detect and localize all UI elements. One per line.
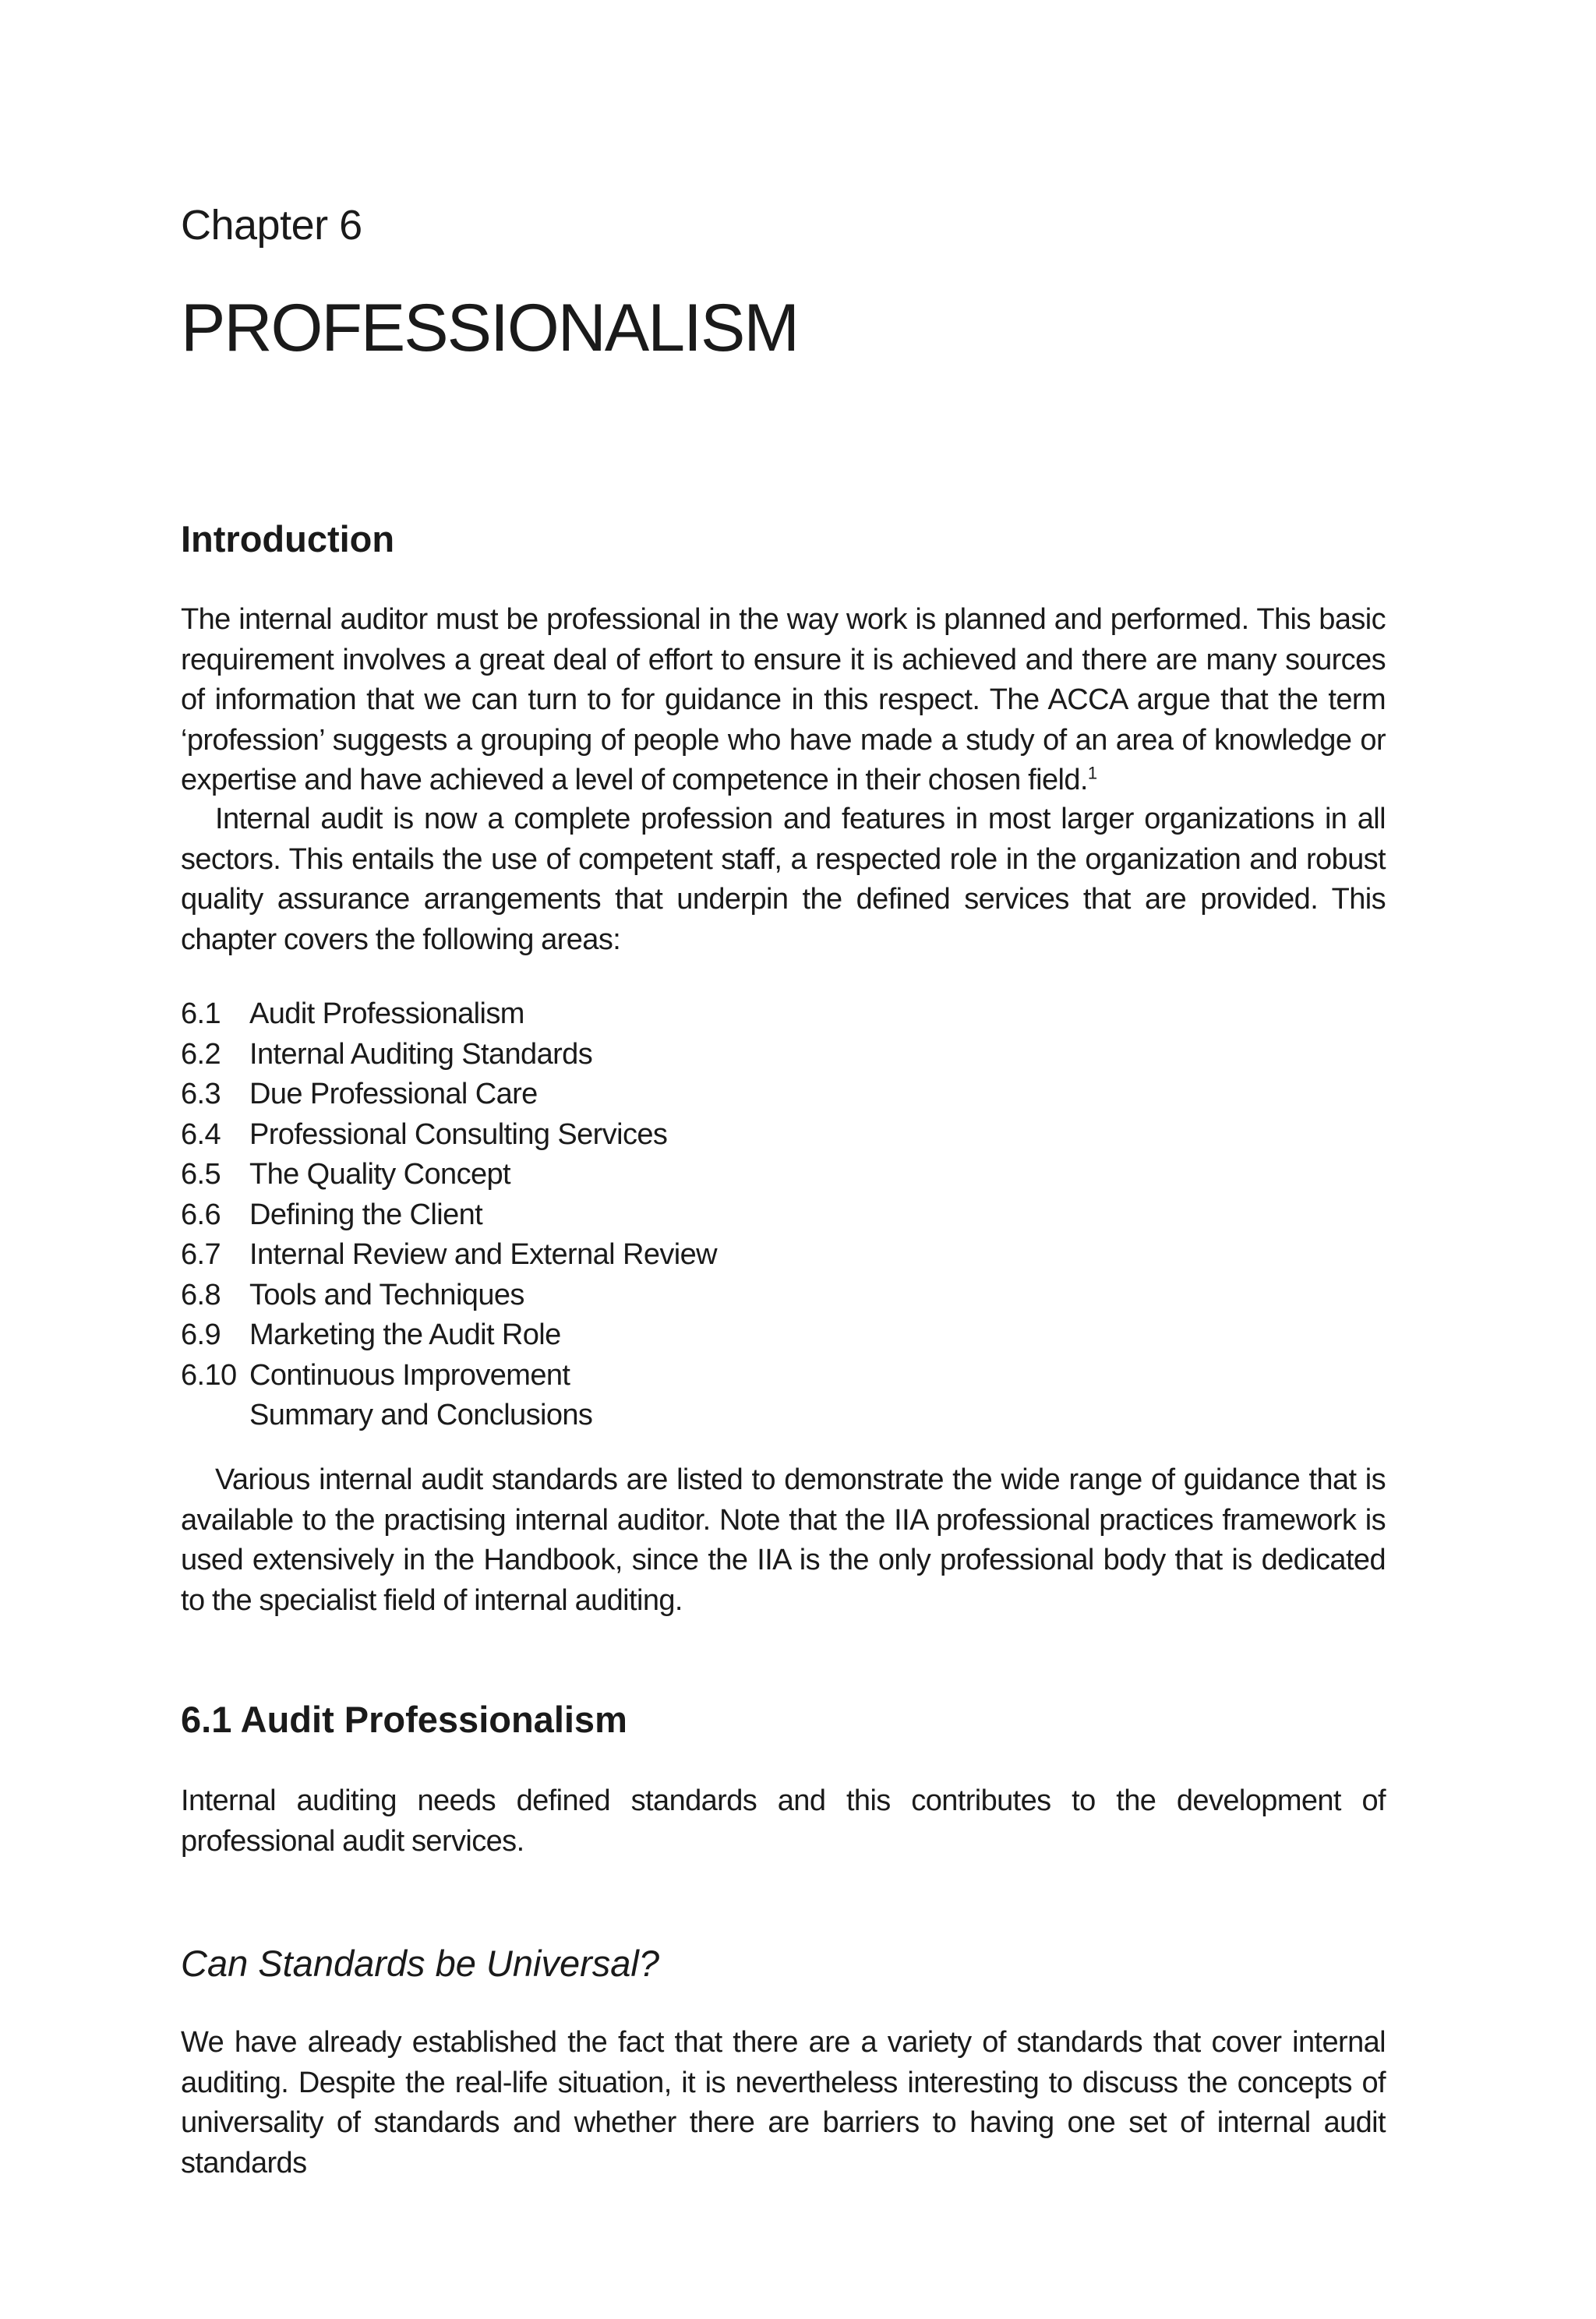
contents-item-label: Tools and Techniques — [249, 1278, 524, 1311]
subsection-heading: Can Standards be Universal? — [181, 1943, 659, 1984]
footnote-marker: 1 — [1087, 763, 1097, 783]
contents-item-label: Marketing the Audit Role — [249, 1318, 561, 1351]
contents-item-label: Audit Professionalism — [249, 997, 524, 1030]
contents-item — [181, 1035, 717, 1075]
subsection-paragraph: We have already established the fact that there are a variety of standards that cover internal auditing. Despite the real-life situation, it is nevertheless interesting to discuss the concepts of universality of standards and whether there are barriers to having one set of internal audit standards — [181, 2026, 1386, 2180]
contents-item — [181, 1315, 717, 1356]
contents-item — [181, 1195, 717, 1236]
introduction-paragraph-2: Internal audit is now a complete profession and features in most larger organizations in all sectors. This entails the use of competent staff, a respected role in the organization and robust quality assurance arrangements that underpin the defined services that are provided. This chapter covers the following areas: — [181, 803, 1386, 956]
contents-item — [181, 1075, 717, 1115]
contents-item-number: 6.7 — [181, 1238, 221, 1271]
contents-item-label: Continuous Improvement — [249, 1358, 570, 1392]
chapter-contents-list — [181, 994, 717, 1436]
contents-item-number: 6.6 — [181, 1198, 221, 1231]
contents-item — [181, 1115, 717, 1156]
contents-item-number: 6.8 — [181, 1278, 221, 1311]
contents-item-label: Defining the Client — [249, 1198, 483, 1231]
contents-item-label: Due Professional Care — [249, 1078, 538, 1110]
chapter-label: Chapter 6 — [181, 202, 362, 249]
section-6-1-heading: 6.1 Audit Professionalism — [181, 1699, 627, 1740]
contents-item-label: The Quality Concept — [249, 1158, 510, 1191]
contents-item-number: 6.10 — [181, 1358, 237, 1392]
contents-item-number: 6.9 — [181, 1318, 221, 1351]
contents-item — [181, 1356, 717, 1396]
contents-item-label: Summary and Conclusions — [249, 1399, 593, 1431]
contents-item — [181, 1396, 717, 1436]
contents-item-number: 6.1 — [181, 997, 221, 1030]
document-page — [181, 0, 1386, 2319]
chapter-title: PROFESSIONALISM — [181, 291, 798, 365]
contents-item — [181, 1235, 717, 1276]
contents-item-label: Internal Auditing Standards — [249, 1037, 593, 1071]
contents-item-number — [181, 1396, 249, 1436]
contents-item — [181, 1155, 717, 1195]
introduction-paragraph-1 — [181, 600, 1386, 801]
section-6-1-paragraph: Internal auditing needs defined standards and this contributes to the development of professional audit services. — [181, 1784, 1386, 1858]
contents-item-number: 6.2 — [181, 1037, 221, 1071]
contents-item-label: Internal Review and External Review — [249, 1238, 717, 1271]
contents-item-number: 6.4 — [181, 1117, 221, 1151]
introduction-heading: Introduction — [181, 518, 395, 559]
contents-item-number: 6.5 — [181, 1158, 221, 1191]
contents-item — [181, 1276, 717, 1316]
contents-item — [181, 994, 717, 1035]
introduction-paragraph-3: Various internal audit standards are listed to demonstrate the wide range of guidance that is available to the practising internal auditor. Note that the IIA professional practices framework is used extensively in the Handbook, since the IIA is the only professional body that is dedicated to the specialist field of internal auditing. — [181, 1463, 1386, 1617]
contents-item-label: Professional Consulting Services — [249, 1117, 668, 1151]
introduction-paragraph-1-text: The internal auditor must be professional in the way work is planned and performed. This basic requirement involves a great deal of effort to ensure it is achieved and there are many sources of information that we can turn to for guidance in this respect. The ACCA argue that the term ‘profession’ suggests a grouping of people who have made a study of an area of knowledge or expertise and have achieved a level of competence in their chosen field. — [181, 603, 1386, 796]
contents-item-number: 6.3 — [181, 1078, 221, 1110]
